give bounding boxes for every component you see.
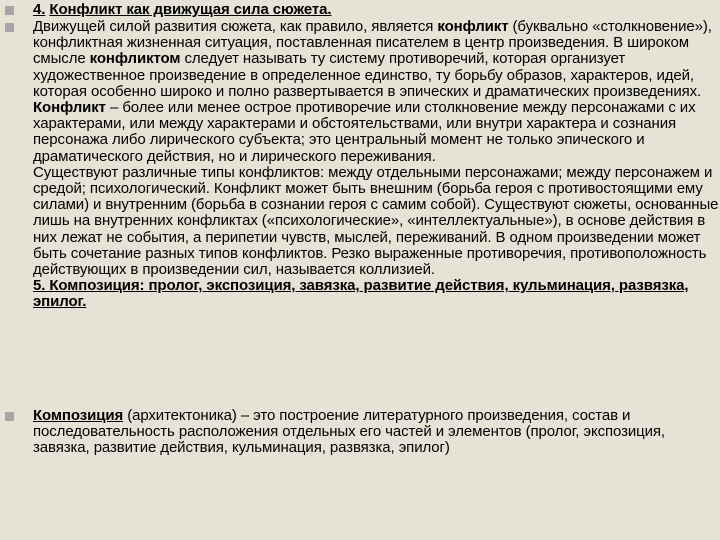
heading-4-number: 4. — [33, 1, 46, 18]
term-conflict-wide: конфликтом — [89, 50, 181, 68]
square-bullet-icon — [5, 23, 14, 32]
heading-5: 5. Композиция: пролог, экспозиция, завязка, развитие действия, кульминация, развязка, эпилог. — [33, 277, 689, 311]
paragraph-conflict-definition: Конфликт – более или менее острое противоречие или столкновение между персонажами с их характерами, или между характерами и обстоятельствами, или внутри характера и сознания персонажа либо лирического субъекта; это центральный момент не только эпического и драматического действия, но и лирического переживания. — [33, 99, 696, 165]
heading-4 — [33, 2, 719, 18]
term-composition: Композиция — [33, 407, 124, 424]
term-conflict-definition: Конфликт — [33, 99, 106, 117]
square-bullet-icon — [5, 6, 14, 15]
bullet-row-heading — [0, 2, 720, 18]
bullet-row-conflict — [0, 19, 720, 311]
conflict-text-block — [33, 19, 719, 311]
heading-4-text: Конфликт как движущая сила сюжета. — [49, 1, 332, 18]
paragraph-composition: Композиция (архитектоника) – это построение литературного произведения, состав и последовательность расположения отдельных его частей и элементов (пролог, экспозиция, завязка, развитие действия, кульминация, развязка, эпилог) — [33, 407, 665, 457]
term-conflict: конфликт — [437, 18, 509, 35]
square-bullet-icon — [5, 412, 14, 421]
paragraph-conflict-types: Существуют различные типы конфликтов: между отдельными персонажами; между персонажем и средой; психологический. Конфликт может быть внешним (борьба героя с противостоящими ему силами) и внутренним (борьба в сознании героя с самим собой). Существуют сюжеты, основанные лишь на внутренних конфликтах («психологические», «интеллектуальные»), в основе действия в них лежат не события, а перипетии чувств, мыслей, переживаний. В одном произведении может быть сочетание разных типов конфликтов. Резко выраженные противоречия, противоположность действующих в произведении сил, называется коллизией. — [33, 163, 719, 279]
bullet-row-composition — [0, 408, 720, 457]
paragraph-plot-driving-force: Движущей силой развития сюжета, как правило, является конфликт (буквально «столкновение»), конфликтная жизненная ситуация, поставленная писателем в центр произведения. В широком смысле конфликтом следует называть ту систему противоречий, которая организует художественное произведение в определенное единство, ту борьбу образов, характеров, идей, которая особенно широко и полно развертывается в эпических и драматических произведениях. — [33, 18, 712, 100]
